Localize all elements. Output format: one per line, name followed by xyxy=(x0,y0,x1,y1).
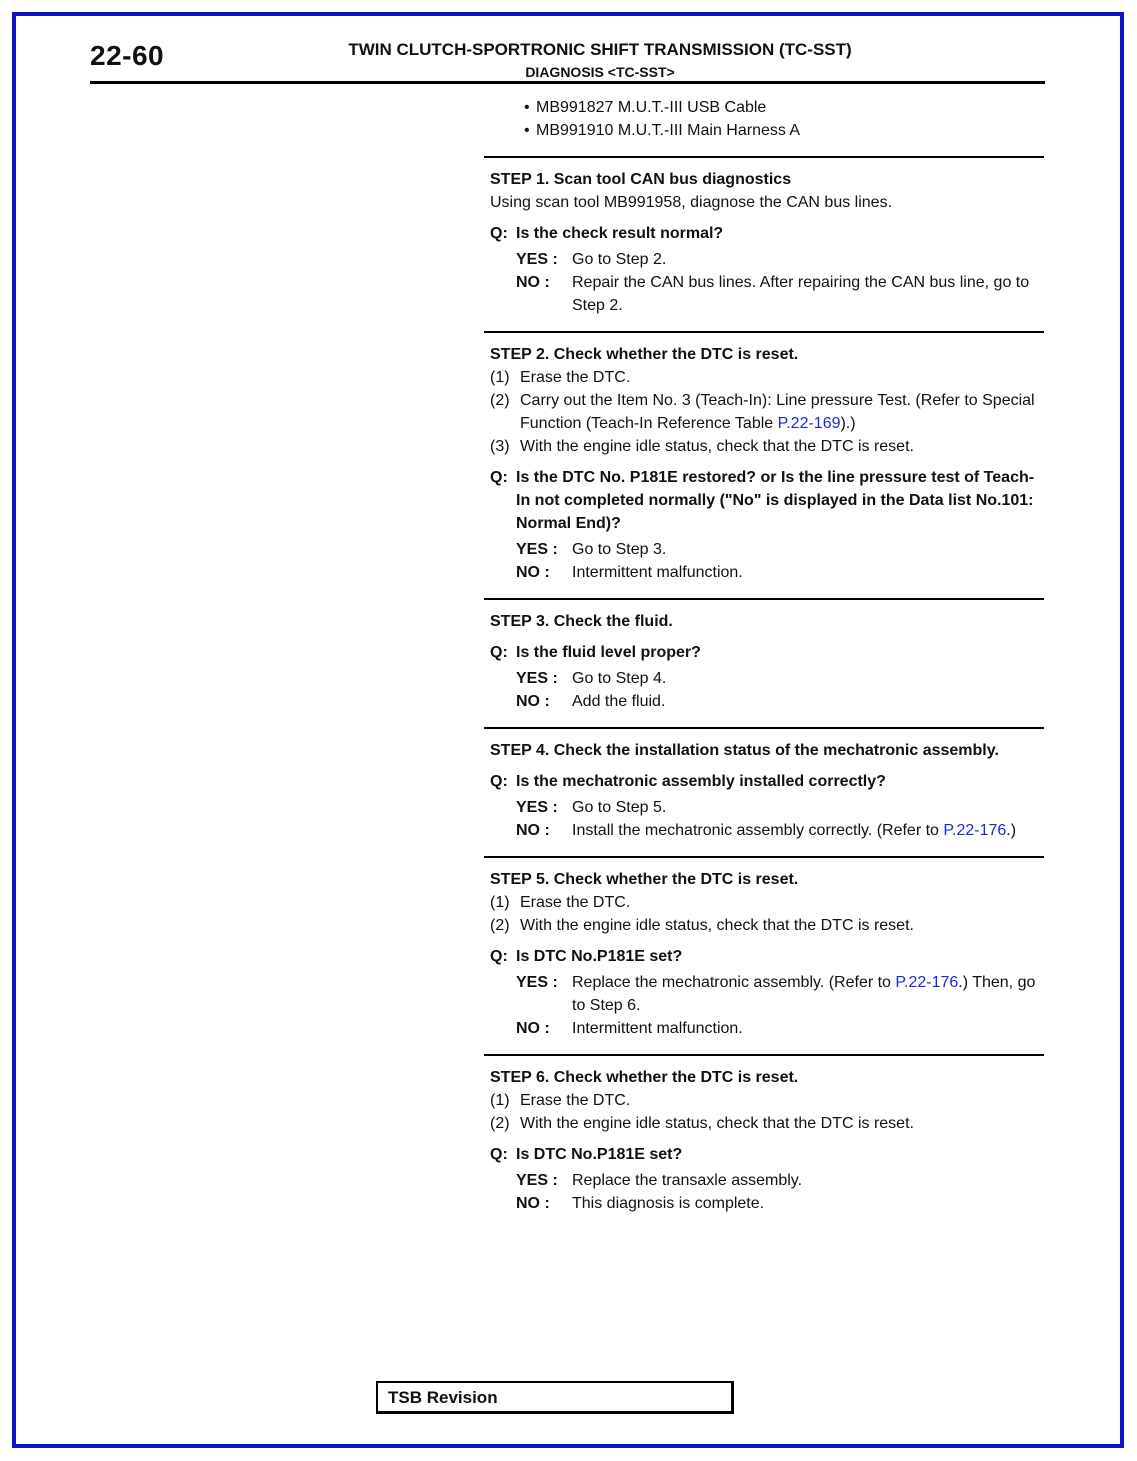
answer-yes xyxy=(516,1169,1044,1192)
substep-number: (1) xyxy=(490,369,510,386)
no-label: NO : xyxy=(516,1020,550,1037)
answers xyxy=(490,538,1044,584)
step-2 xyxy=(484,331,1044,584)
no-text: Intermittent malfunction. xyxy=(572,564,743,581)
yes-label: YES : xyxy=(516,974,558,991)
reference-link[interactable]: P.22-176 xyxy=(943,822,1007,839)
answer-yes xyxy=(516,796,1044,819)
substep xyxy=(490,435,1044,458)
yes-text: Go to Step 2. xyxy=(572,251,667,268)
answer-no xyxy=(516,1192,1044,1215)
answer-no xyxy=(516,1017,1044,1040)
step-title: STEP 3. Check the fluid. xyxy=(490,613,673,630)
answer-no xyxy=(516,819,1044,842)
yes-text: Go to Step 3. xyxy=(572,541,667,558)
answer-yes xyxy=(516,667,1044,690)
step-5 xyxy=(484,856,1044,1040)
step-substeps xyxy=(490,366,1044,458)
no-text: Intermittent malfunction. xyxy=(572,1020,743,1037)
answer-no xyxy=(516,690,1044,713)
substep-text: With the engine idle status, check that the DTC is reset. xyxy=(520,438,914,455)
substep-text: Carry out the Item No. 3 (Teach-In): Line pressure Test. (Refer to Special Function (Teach-In Reference Table xyxy=(520,392,1035,432)
substep xyxy=(490,914,1044,937)
question-label: Q: xyxy=(490,644,508,661)
tsb-revision-box: TSB Revision xyxy=(376,1381,734,1414)
question-text: Is the check result normal? xyxy=(516,225,724,242)
step-question xyxy=(490,770,1044,793)
step-substeps xyxy=(490,891,1044,937)
step-3 xyxy=(484,598,1044,713)
yes-text: Replace the mechatronic assembly. (Refer to xyxy=(572,974,896,991)
substep-text: With the engine idle status, check that the DTC is reset. xyxy=(520,917,914,934)
answer-no xyxy=(516,561,1044,584)
answers xyxy=(490,248,1044,317)
answers xyxy=(490,796,1044,842)
step-substeps xyxy=(490,1089,1044,1135)
no-text: This diagnosis is complete. xyxy=(572,1195,765,1212)
step-1 xyxy=(484,156,1044,317)
answers xyxy=(490,1169,1044,1215)
question-label: Q: xyxy=(490,469,508,486)
answer-yes xyxy=(516,248,1044,271)
question-text: Is the DTC No. P181E restored? or Is the line pressure test of Teach-In not completed normally ("No" is displayed in the Data list No.101: Normal End)? xyxy=(516,469,1035,532)
yes-label: YES : xyxy=(516,1172,558,1189)
substep-text: Erase the DTC. xyxy=(520,369,631,386)
step-question xyxy=(490,945,1044,968)
yes-text: Go to Step 5. xyxy=(572,799,667,816)
tool-item: • MB991910 M.U.T.-III Main Harness A xyxy=(524,119,1044,142)
yes-text: Go to Step 4. xyxy=(572,670,667,687)
answers xyxy=(490,971,1044,1040)
substep-number: (2) xyxy=(490,917,510,934)
question-text: Is DTC No.P181E set? xyxy=(516,1146,683,1163)
no-label: NO : xyxy=(516,274,550,291)
question-label: Q: xyxy=(490,225,508,242)
step-title: STEP 5. Check whether the DTC is reset. xyxy=(490,871,799,888)
question-text: Is DTC No.P181E set? xyxy=(516,948,683,965)
no-text: Repair the CAN bus lines. After repairing the CAN bus line, go to Step 2. xyxy=(572,274,1030,314)
yes-label: YES : xyxy=(516,541,558,558)
no-text: Install the mechatronic assembly correctly. (Refer to xyxy=(572,822,944,839)
substep xyxy=(490,366,1044,389)
question-text: Is the mechatronic assembly installed correctly? xyxy=(516,773,886,790)
yes-label: YES : xyxy=(516,251,558,268)
page-number: 22-60 xyxy=(90,40,165,71)
step-question xyxy=(490,1143,1044,1166)
substep-number: (2) xyxy=(490,1115,510,1132)
section-title: TWIN CLUTCH-SPORTRONIC SHIFT TRANSMISSION (TC-SST) xyxy=(348,40,852,59)
header-divider xyxy=(90,81,1045,84)
step-6 xyxy=(484,1054,1044,1215)
tool-list xyxy=(484,96,1044,142)
answer-yes xyxy=(516,971,1044,1017)
answer-yes xyxy=(516,538,1044,561)
substep-number: (1) xyxy=(490,1092,510,1109)
procedure-content xyxy=(484,96,1044,1215)
reference-link[interactable]: P.22-169 xyxy=(777,415,841,432)
step-text: Using scan tool MB991958, diagnose the CAN bus lines. xyxy=(490,194,893,211)
no-label: NO : xyxy=(516,1195,550,1212)
tool-item: • MB991827 M.U.T.-III USB Cable xyxy=(524,96,1044,119)
answers xyxy=(490,667,1044,713)
reference-link[interactable]: P.22-176 xyxy=(895,974,959,991)
substep-text: Erase the DTC. xyxy=(520,1092,631,1109)
no-label: NO : xyxy=(516,693,550,710)
substep xyxy=(490,891,1044,914)
no-label: NO : xyxy=(516,822,550,839)
answer-no xyxy=(516,271,1044,317)
step-title: STEP 1. Scan tool CAN bus diagnostics xyxy=(490,171,792,188)
yes-label: YES : xyxy=(516,799,558,816)
yes-label: YES : xyxy=(516,670,558,687)
step-title: STEP 6. Check whether the DTC is reset. xyxy=(490,1069,799,1086)
substep-number: (3) xyxy=(490,438,510,455)
substep xyxy=(490,389,1044,435)
substep xyxy=(490,1089,1044,1112)
question-label: Q: xyxy=(490,948,508,965)
question-text: Is the fluid level proper? xyxy=(516,644,701,661)
substep-number: (1) xyxy=(490,894,510,911)
question-label: Q: xyxy=(490,1146,508,1163)
section-subtitle: DIAGNOSIS <TC-SST> xyxy=(525,64,675,80)
substep-text: Erase the DTC. xyxy=(520,894,631,911)
yes-text: Replace the transaxle assembly. xyxy=(572,1172,803,1189)
yes-text-tail: .) Then, go to Step 6. xyxy=(572,974,1036,1014)
substep-text: With the engine idle status, check that the DTC is reset. xyxy=(520,1115,914,1132)
step-title: STEP 2. Check whether the DTC is reset. xyxy=(490,346,799,363)
step-question xyxy=(490,222,1044,245)
no-label: NO : xyxy=(516,564,550,581)
no-text: Add the fluid. xyxy=(572,693,666,710)
step-title: STEP 4. Check the installation status of the mechatronic assembly. xyxy=(490,742,999,759)
substep-text-tail: ).) xyxy=(840,415,856,432)
question-label: Q: xyxy=(490,773,508,790)
step-question xyxy=(490,466,1044,535)
step-question xyxy=(490,641,1044,664)
step-4 xyxy=(484,727,1044,842)
substep-number: (2) xyxy=(490,392,510,409)
substep xyxy=(490,1112,1044,1135)
no-text-tail: .) xyxy=(1006,822,1017,839)
